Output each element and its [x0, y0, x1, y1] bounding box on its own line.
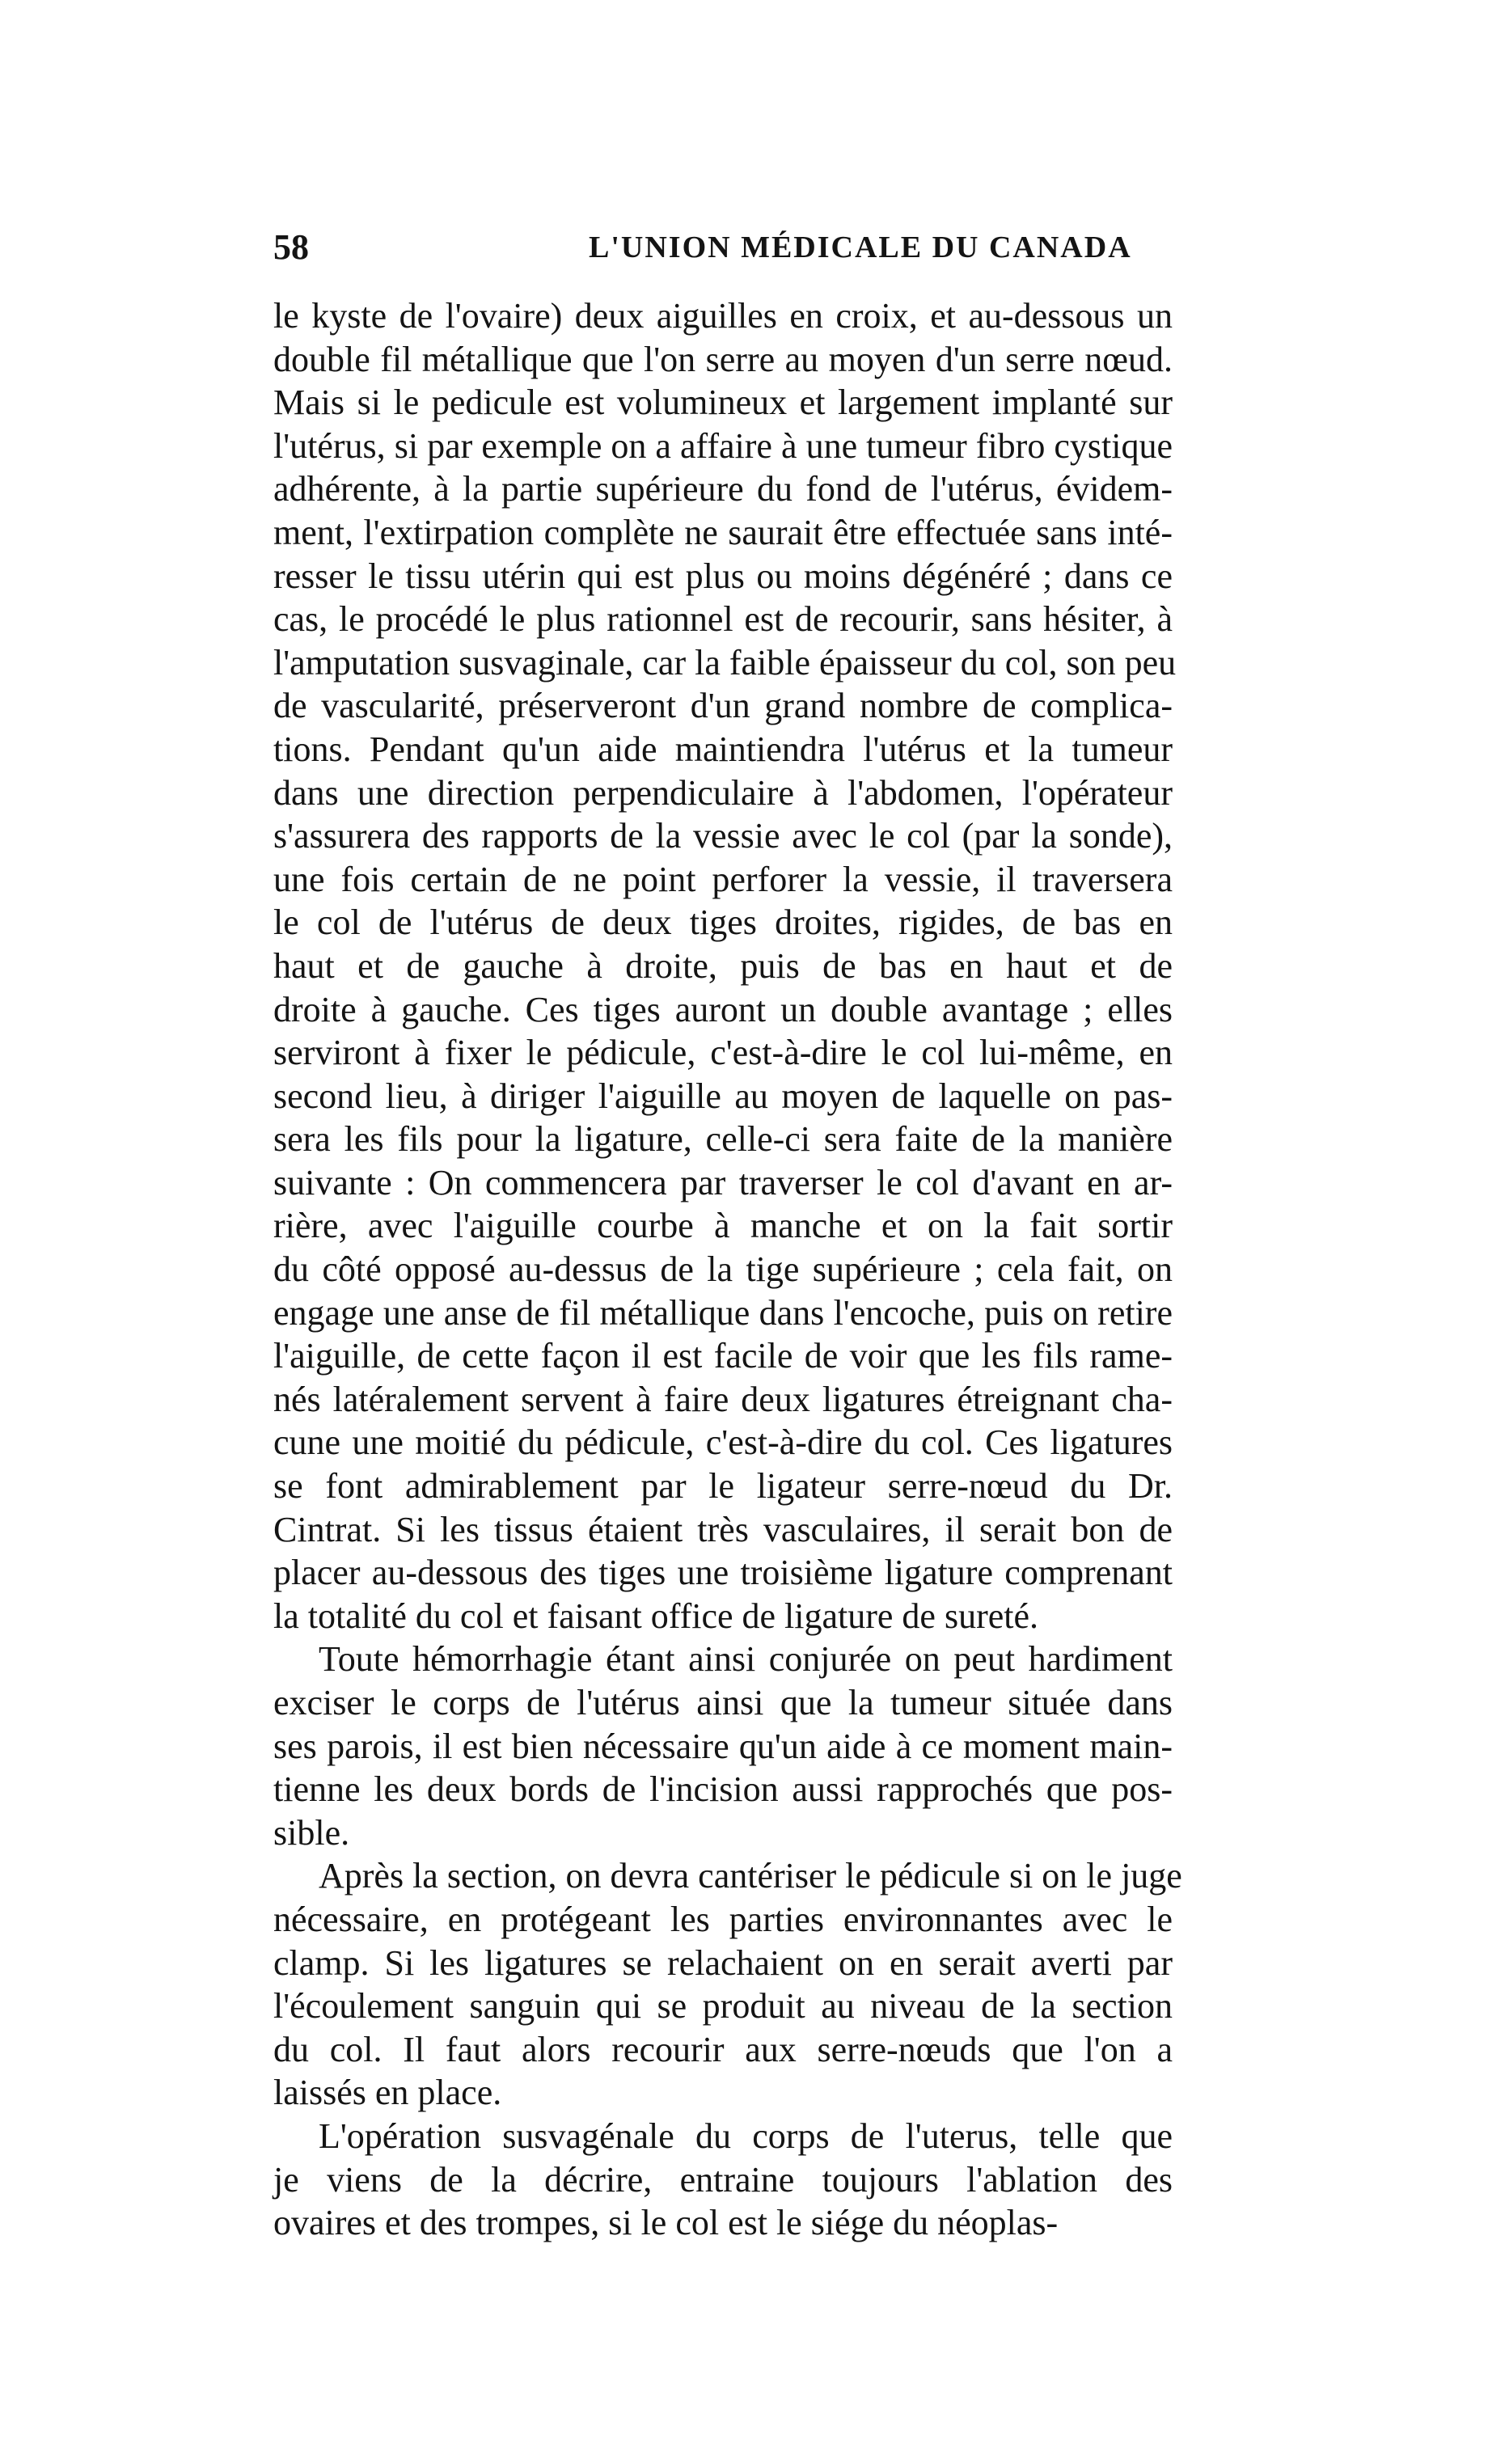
text-line: le col de l'utérus de deux tiges droites, rigides, de bas en	[273, 902, 1173, 943]
paragraph	[273, 294, 1177, 1638]
page-number: 58	[273, 227, 309, 267]
text-line: cune une moitié du pédicule, c'est-à-dire du col. Ces ligatures	[273, 1422, 1173, 1463]
text-line: serviront à fixer le pédicule, c'est-à-dire le col lui-même, en	[273, 1033, 1173, 1073]
text-line: l'amputation susvaginale, car la faible épaisseur du col, son peu	[273, 642, 1177, 683]
text-line: Toute hémorrhagie étant ainsi conjurée on peut hardiment	[319, 1639, 1173, 1680]
text-line: l'écoulement sanguin qui se produit au niveau de la section	[273, 1986, 1173, 2027]
text-line: dans une direction perpendiculaire à l'abdomen, l'opérateur	[273, 772, 1173, 813]
paragraph	[273, 2115, 1173, 2245]
text-line: ovaires et des trompes, si le col est le siége du néoplas-	[273, 2203, 1059, 2243]
page-header	[273, 223, 1171, 272]
text-line: Cintrat. Si les tissus étaient très vasculaires, il serait bon de	[273, 1509, 1173, 1549]
text-line: exciser le corps de l'utérus ainsi que la tumeur située dans	[273, 1683, 1173, 1722]
text-line: L'opération susvagénale du corps de l'uterus, telle que	[319, 2115, 1173, 2156]
text-line: laissés en place.	[273, 2073, 502, 2113]
text-line: rière, avec l'aiguille courbe à manche et on la fait sortir	[273, 1206, 1173, 1246]
text-line: la totalité du col et faisant office de ligature de sureté.	[273, 1595, 1039, 1636]
paragraph	[273, 1854, 1182, 2115]
text-line: engage une anse de fil métallique dans l'encoche, puis on retire	[273, 1292, 1173, 1333]
text-line: nés latéralement servent à faire deux ligatures étreignant cha-	[273, 1379, 1173, 1419]
body-text	[273, 294, 1182, 2245]
text-line: du col. Il faut alors recourir aux serre-nœuds que l'on a	[273, 2029, 1173, 2069]
text-line: resser le tissu utérin qui est plus ou moins dégénéré ; dans ce	[273, 556, 1173, 596]
text-line: cas, le procédé le plus rationnel est de recourir, sans hésiter, à	[273, 599, 1173, 640]
text-line: droite à gauche. Ces tiges auront un double avantage ; elles	[273, 989, 1173, 1029]
text-line: adhérente, à la partie supérieure du fond de l'utérus, évidem-	[273, 469, 1173, 509]
text-line: une fois certain de ne point perforer la vessie, il traversera	[273, 859, 1173, 899]
paragraph	[273, 1638, 1173, 1854]
text-line: je viens de la décrire, entraine toujours l'ablation des	[273, 2159, 1173, 2200]
text-line: se font admirablement par le ligateur serre-nœud du Dr.	[273, 1466, 1173, 1507]
text-line: nécessaire, en protégeant les parties environnantes avec le	[273, 1899, 1173, 1939]
text-line: sible.	[273, 1812, 350, 1853]
text-line: double fil métallique que l'on serre au moyen d'un serre nœud.	[273, 339, 1173, 379]
running-title: L'UNION MÉDICALE DU CANADA	[589, 230, 1132, 264]
text-line: haut et de gauche à droite, puis de bas en haut et de	[273, 945, 1173, 986]
text-line: tienne les deux bords de l'incision aussi rapprochés que pos-	[273, 1769, 1173, 1810]
text-line: le kyste de l'ovaire) deux aiguilles en croix, et au-dessous un	[273, 296, 1173, 336]
text-line: Après la section, on devra cantériser le pédicule si on le juge	[319, 1856, 1182, 1896]
text-line: sera les fils pour la ligature, celle-ci sera faite de la manière	[273, 1119, 1173, 1160]
text-line: placer au-dessous des tiges une troisième ligature comprenant	[273, 1553, 1173, 1593]
text-line: suivante : On commencera par traverser le col d'avant en ar-	[273, 1162, 1173, 1202]
text-line: ses parois, il est bien nécessaire qu'un aide à ce moment main-	[273, 1726, 1173, 1766]
text-line: l'utérus, si par exemple on a affaire à une tumeur fibro cystique	[273, 425, 1173, 466]
text-line: l'aiguille, de cette façon il est facile de voir que les fils rame-	[273, 1336, 1173, 1376]
text-line: clamp. Si les ligatures se relachaient on en serait averti par	[273, 1942, 1173, 1983]
text-line: s'assurera des rapports de la vessie avec le col (par la sonde),	[273, 816, 1173, 856]
text-line: tions. Pendant qu'un aide maintiendra l'utérus et la tumeur	[273, 729, 1173, 769]
text-line: ment, l'extirpation complète ne saurait être effectuée sans inté-	[273, 512, 1173, 552]
text-line: second lieu, à diriger l'aiguille au moyen de laquelle on pas-	[273, 1076, 1173, 1116]
text-line: du côté opposé au-dessus de la tige supérieure ; cela fait, on	[273, 1249, 1173, 1290]
text-line: de vascularité, préserveront d'un grand nombre de complica-	[273, 686, 1173, 726]
text-line: Mais si le pedicule est volumineux et largement implanté sur	[273, 382, 1173, 423]
